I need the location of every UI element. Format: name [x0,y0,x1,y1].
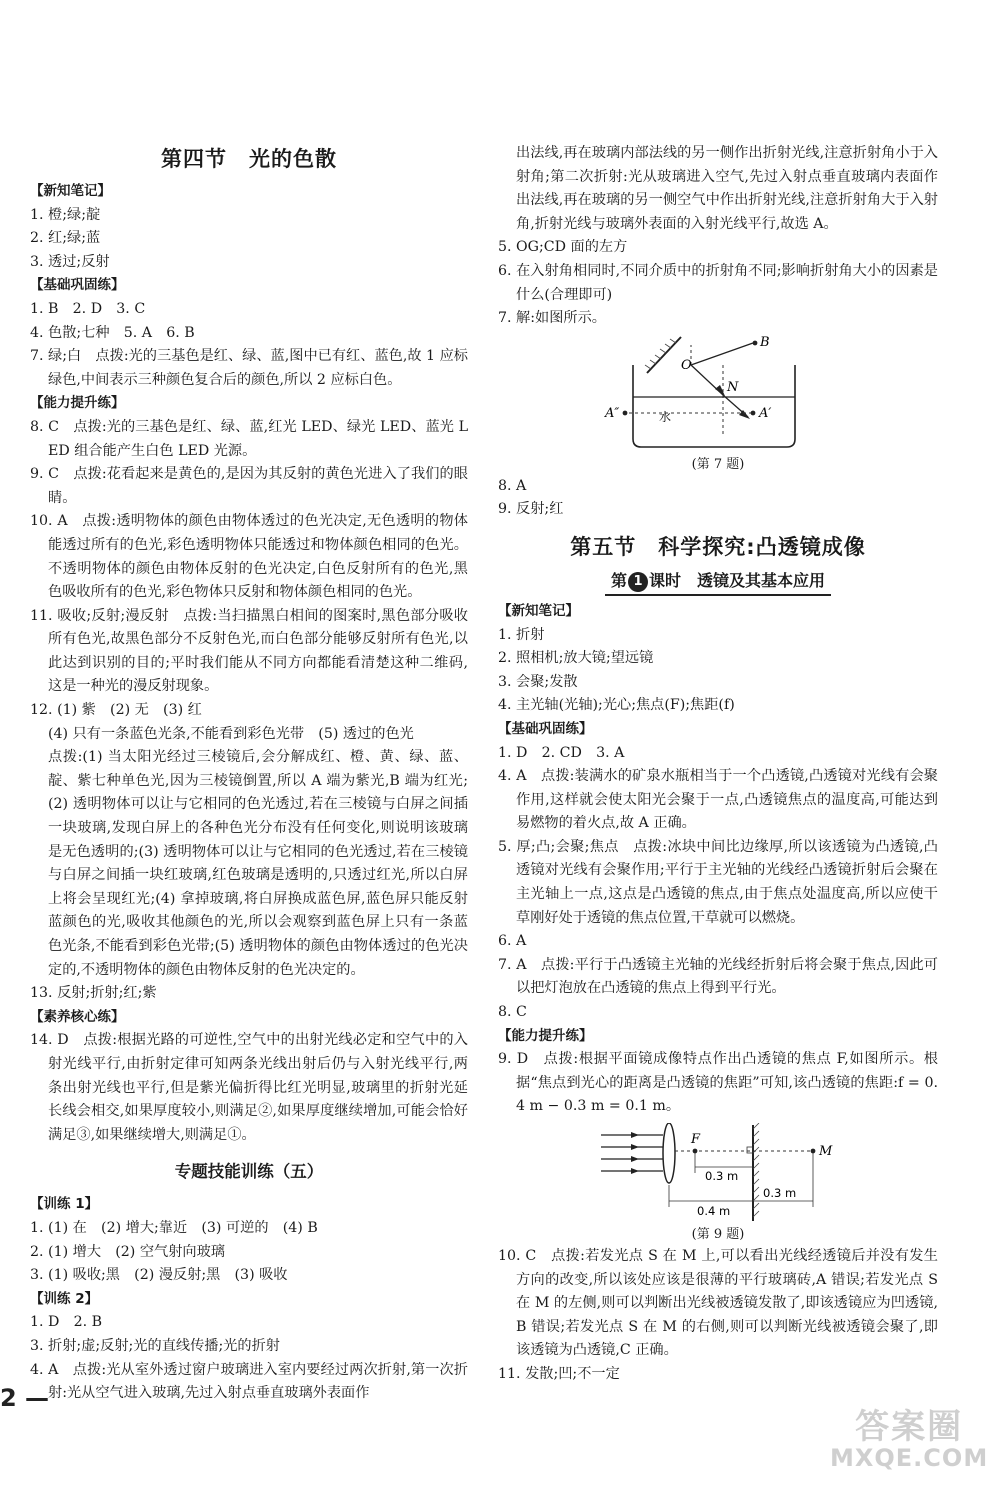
answer-xl1-2: 2. (1) 增大 (2) 空气射向玻璃 [30,1243,225,1260]
lesson-pre: 第 [610,570,627,590]
answer-xz3: 3. 透过;反射 [30,253,110,270]
tag-basic-practice: 【基础巩固练】 [30,277,125,294]
tag-basic-practice-r: 【基础巩固练】 [498,720,593,737]
parallel-rays [601,1135,663,1171]
answer-r-xz1: 1. 折射 [498,626,545,643]
label-a1: A′ [759,405,772,421]
watermark-logo [830,1407,989,1472]
answer-r-xz2: 2. 照相机;放大镜;望远镜 [498,650,654,667]
right-column [498,142,938,1387]
tag-training-2: 【训练 2】 [30,1290,99,1307]
special-training-title: 专题技能训练（五） [174,1162,324,1182]
answer-sy14 [30,1029,468,1147]
section-5-title: 第五节 科学探究:凸透镜成像 [570,534,866,559]
point-b [753,340,758,345]
sy14-circle-1: ① [227,1126,242,1143]
plane-mirror [647,337,681,373]
answer-r-jc1: 1. D 2. CD 3. A [498,744,625,761]
answer-xz1: 1. 橙;绿;靛 [30,206,101,223]
sy14-part-d: 。 [241,1126,256,1143]
answer-r7: 7. 解:如图所示。 [498,310,606,327]
lesson-number-badge: 1 [628,572,648,592]
answer-xz2: 2. 红;绿;蓝 [30,230,101,247]
figure-7-diagram [603,335,833,453]
left-column [30,140,468,1406]
figure-7-caption: (第 7 题) [691,456,745,472]
label-water: 水 [659,409,672,424]
sy14-circle-3: ③ [76,1126,91,1143]
ray-b-to-mirror [691,343,753,365]
answer-nl11: 11. 吸收;反射;漫反射 点拨:当扫描黑白相间的图案时,黑色部分吸收所有色光,故黑色部分不反射色光,而白色部分能够反射所有色光,以此达到识别的目的;平时我们能从不同方向都能看清楚这种二维码,这是一种光的漫反射现象。 [30,607,468,695]
tag-training-1: 【训练 1】 [30,1196,99,1213]
point-m [811,1149,816,1154]
label-f: F [691,1132,701,1147]
page-number: 2 — [0,1384,50,1412]
tag-core-practice: 【素养核心练】 [30,1008,125,1025]
label-a2: A″ [605,405,620,421]
point-a2 [623,410,628,415]
answer-r-nl10: 10. C 点拨:若发光点 S 在 M 上,可以看出光线经透镜后并没有发生方向的改变,所以该处应该是很薄的平行玻璃砖,A 错误;若发光点 S 在 M 的左侧,则可以判断出光线被透镜发散了,即该透镜应为凹透镜,B 错误;若发光点 S 在 M 的右侧,则可以判断光线被透镜会聚了,即该透镜为凸透镜,C 正确。 [498,1248,938,1359]
answer-xl2-4: 4. A 点拨:光从室外透过窗户玻璃进入室内要经过两次折射,第一次折射:光从空气进入玻璃,先过入射点垂直玻璃外表面作 [30,1361,468,1402]
label-m: M [819,1144,833,1159]
answer-r8: 8. A [498,477,527,494]
answer-r-nl11: 11. 发散;凹;不一定 [498,1365,620,1382]
answer-nl12b: (4) 只有一条蓝色光条,不能看到彩色光带 (5) 透过的色光 [48,725,414,742]
sy14-part-a: 14. D 点拨:根据光路的可逆性,空气中的出射光线必定和空气中的入射光线平行,由折射定律可知两条光线出射后仍与入射光线平行,两条出射光线也平行,但是紫光偏折得比红光明显,玻璃里的折射光延长线会相交,如果厚度较小,则满足 [30,1032,468,1120]
ray-arrowheads [631,1132,639,1174]
sy14-part-c: ,如果继续增大,则满足 [90,1126,228,1143]
answer-r-xz4: 4. 主光轴(光轴);光心;焦点(F);焦距(f) [498,697,735,714]
label-o: O [681,357,692,373]
sy14-circle-2: ② [258,1103,273,1120]
tag-new-notes: 【新知笔记】 [30,183,111,199]
point-f [693,1149,698,1154]
answer-r6: 6. 在入射角相同时,不同介质中的折射角不同;影响折射角大小的因素是什么(合理即可) [498,262,938,303]
answer-xl2-1: 1. D 2. B [30,1314,103,1331]
label-b: B [760,334,770,350]
figure-9-caption: (第 9 题) [691,1227,745,1242]
answer-jc7: 7. 绿;白 点拨:光的三基色是红、绿、蓝,图中已有红、蓝色,故 1 应标绿色,中间表示三种颜色复合后的颜色,所以 2 应标白色。 [30,348,468,388]
sy14-part-b: ,如果厚度继续增加,可能会恰好满足 [48,1103,468,1143]
answer-r-jc6: 6. A [498,933,527,950]
answer-r-jc7: 7. A 点拨:平行于凸透镜主光轴的光线经折射后将会聚于焦点,因此可以把灯泡放在凸透镜的焦点上得到平行光。 [498,956,938,997]
label-d1: 0.3 m [705,1169,739,1183]
answer-r-jc8: 8. C [498,1004,527,1021]
answer-nl12c: 点拨:(1) 当太阳光经过三棱镜后,会分解成红、橙、黄、绿、蓝、靛、紫七种单色光,因为三棱镜倒置,所以 A 端为紫光,B 端为红光;(2) 透明物体可以让与它相同的色光透过,若在三棱镜与白屏之间插一块玻璃,发现白屏上的各种色光分布没有任何变化,则说明该玻璃是无色透明的;(3) 透明物体可以让与它相同的色光透过,若在三棱镜与白屏之间插一块红玻璃,红色玻璃是透明的,只透过红光,所以白屏上将会呈现红光;(4) 拿掉玻璃,将白屏换成蓝色屏,蓝色屏只能反射蓝颜色的光,吸收其他颜色的光,所以会观察到蓝色屏上只有一条蓝色光条,不能看到彩色光带;(5) 透明物体的颜色由物体透过的色光决定的,不透明物体的颜色由物体反射的色光决定的。 [48,749,468,978]
lesson-post: 课时 透镜及其基本应用 [649,570,826,590]
mirror-hatching [645,339,676,369]
lesson-title [498,568,938,596]
answer-nl8: 8. C 点拨:光的三基色是红、绿、蓝,红光 LED、绿光 LED、蓝光 LED 组合能产生白色 LED 光源。 [30,418,468,459]
tag-ability-practice: 【能力提升练】 [30,395,125,412]
answer-r-jc4: 4. A 点拨:装满水的矿泉水瓶相当于一个凸透镜,凸透镜对光线有会聚作用,这样就会使太阳光会聚于一点,凸透镜焦点的温度高,可能达到易燃物的着火点,故 A 正确。 [498,768,938,832]
answer-nl13: 13. 反射;折射;红;紫 [30,985,157,1002]
answer-jc1: 1. B 2. D 3. C [30,300,146,317]
answer-r9: 9. 反射;红 [498,501,564,518]
label-d2: 0.4 m [697,1204,731,1218]
answer-r-jc5: 5. 厚;凸;会聚;焦点 点拨:冰块中间比边缘厚,所以该透镜为凸透镜,凸透镜对光线有会聚作用;平行于主光轴的光线经凸透镜折射后会聚在主光轴上一点,这点是凸透镜的焦点,由于焦点处温度高,所以应使干草刚好处于透镜的焦点位置,干草就可以燃烧。 [498,838,938,926]
figure-9-diagram [593,1123,843,1223]
answer-xl2-4-continued: 出法线,再在玻璃内部法线的另一侧作出折射光线,注意折射角小于入射角;第二次折射:光从玻璃进入空气,先过入射点垂直玻璃内表面作出法线,再在玻璃的另一侧空气中作出折射光线,注意折射角大于入射角,折射光线与玻璃外表面的入射光线平行,故选 A。 [516,145,938,232]
answer-jc4: 4. 色散;七种 5. A 6. B [30,324,195,341]
watermark-line-1: 答案圈 [855,1407,964,1447]
answer-xl1-3: 3. (1) 吸收;黑 (2) 漫反射;黑 (3) 吸收 [30,1267,288,1284]
tag-ability-practice-r: 【能力提升练】 [498,1027,593,1044]
answer-xl2-3: 3. 折射;虚;反射;光的直线传播;光的折射 [30,1337,280,1354]
answer-nl9: 9. C 点拨:花看起来是黄色的,是因为其反射的黄色光进入了我们的眼睛。 [30,466,468,506]
answer-r-nl9: 9. D 点拨:根据平面镜成像特点作出凸透镜的焦点 F,如图所示。根据“焦点到光心的距离是凸透镜的焦距”可知,该凸透镜的焦距:f = 0.4 m − 0.3 m = 0.1 m。 [498,1051,938,1115]
label-d3: 0.3 m [763,1186,797,1200]
answer-r5: 5. OG;CD 面的左方 [498,239,628,256]
convex-lens [663,1123,675,1183]
answer-nl12a: 12. (1) 紫 (2) 无 (3) 红 [30,702,202,719]
answer-r-xz3: 3. 会聚;发散 [498,673,578,690]
label-n: N [727,379,739,395]
answer-nl10: 10. A 点拨:透明物体的颜色由物体透过的色光决定,无色透明的物体能透过所有的色光,彩色透明物体只能透过和物体颜色相同的色光。不透明物体的颜色由物体反射的色光决定,白色反射所有的色光,黑色吸收所有的色光,彩色物体只反射和物体颜色相同的色光。 [30,513,468,601]
tag-new-notes-r: 【新知笔记】 [498,602,579,619]
section-4-title: 第四节 光的色散 [161,147,337,171]
answer-xl1-1: 1. (1) 在 (2) 增大;靠近 (3) 可逆的 (4) B [30,1219,318,1236]
watermark-line-2: MXQE.COM [830,1443,989,1472]
point-a1 [751,410,756,415]
